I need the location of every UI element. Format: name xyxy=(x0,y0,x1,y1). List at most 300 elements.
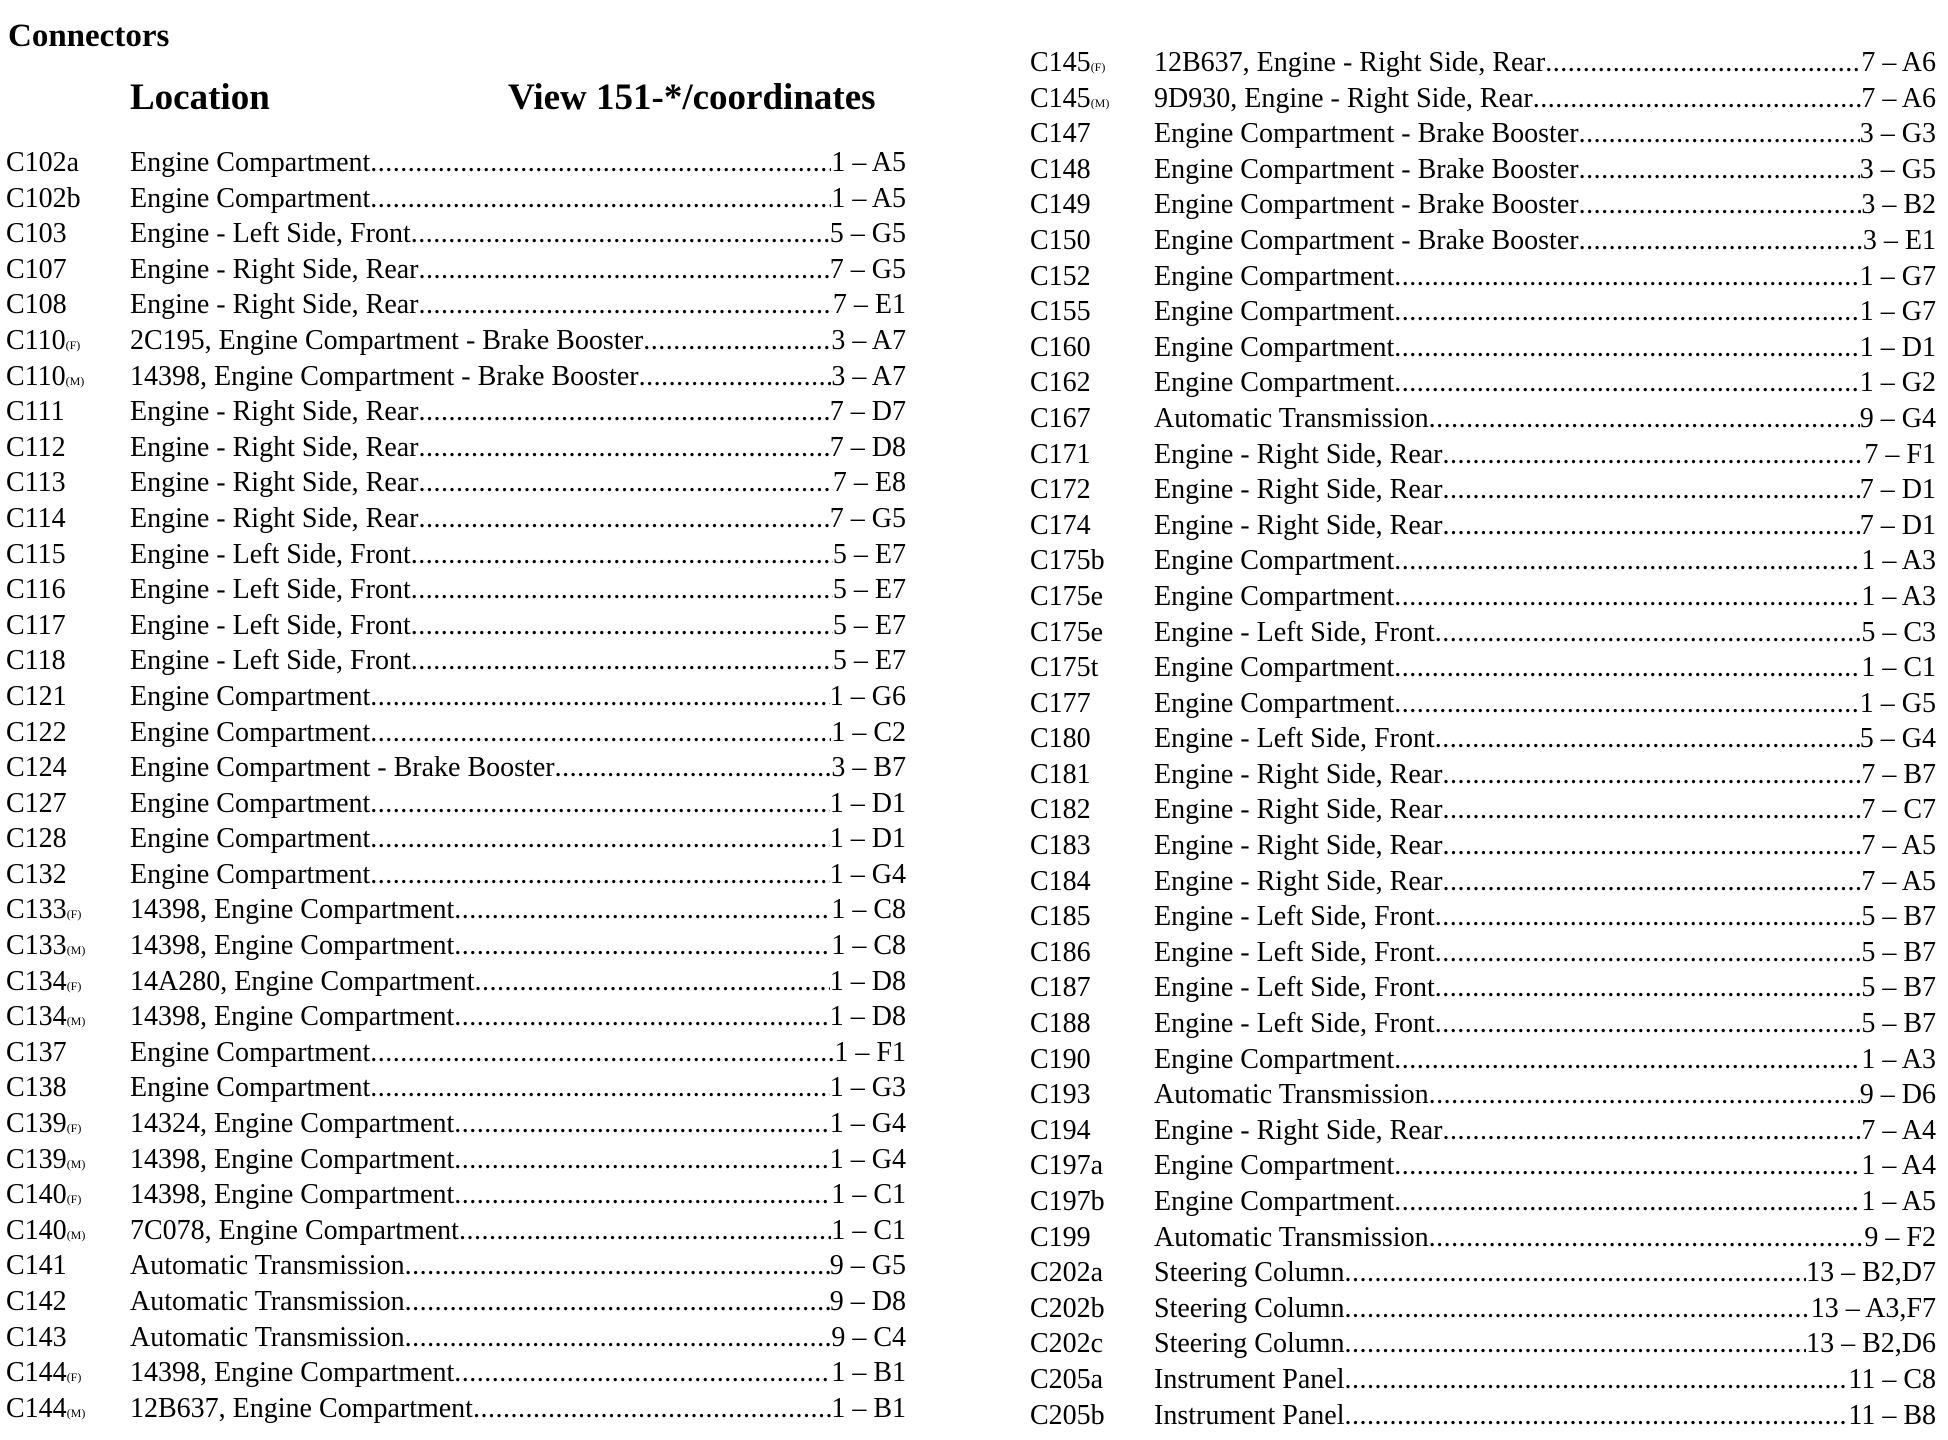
dot-leader xyxy=(1435,721,1860,757)
connector-id xyxy=(1030,1398,1154,1439)
connector-location: Automatic Transmission xyxy=(130,1286,405,1317)
view-coordinates: 5 – G4 xyxy=(1859,723,1936,755)
connector-location: Automatic Transmission xyxy=(1154,1221,1429,1253)
connector-gender-suffix: (M) xyxy=(1090,95,1110,110)
connector-id xyxy=(6,1391,130,1432)
connector-row xyxy=(6,679,906,715)
dot-leader xyxy=(1579,152,1860,188)
dot-leader xyxy=(1345,1326,1807,1362)
connector-number: C181 xyxy=(1030,758,1091,790)
connector-row xyxy=(6,857,906,893)
connector-row xyxy=(1030,1220,1936,1256)
connector-id xyxy=(6,786,130,827)
connector-location: Instrument Panel xyxy=(1154,1363,1345,1395)
view-coordinates: 1 – A3 xyxy=(1861,1043,1936,1075)
dot-leader xyxy=(419,252,830,288)
view-coordinates: 1 – A5 xyxy=(1861,1186,1936,1217)
connector-number: C183 xyxy=(1030,830,1091,862)
view-coordinates: 7 – E1 xyxy=(832,289,906,321)
connector-number: C138 xyxy=(6,1072,67,1104)
connector-location: Engine Compartment xyxy=(130,823,371,855)
dot-leader xyxy=(411,643,833,679)
view-coordinates: 1 – G7 xyxy=(1859,260,1936,292)
dot-leader xyxy=(370,1035,834,1071)
connector-location: Engine - Right Side, Rear xyxy=(1154,865,1443,897)
dot-leader xyxy=(1345,1362,1849,1398)
connector-location: 14398, Engine Compartment - Brake Booster xyxy=(130,360,639,392)
connector-id xyxy=(6,857,130,898)
connector-number: C202a xyxy=(1030,1257,1104,1289)
view-coordinates: 9 – F2 xyxy=(1864,1221,1936,1253)
connector-location: Engine - Left Side, Front xyxy=(130,538,411,570)
connector-location: Engine - Right Side, Rear xyxy=(130,467,419,499)
dot-leader xyxy=(419,501,830,537)
dot-leader xyxy=(1443,757,1862,793)
connector-number: C107 xyxy=(6,253,67,285)
connector-gender-suffix: (F) xyxy=(66,1370,82,1385)
view-coordinates: 9 – C4 xyxy=(831,1321,906,1353)
connector-location: Engine - Left Side, Front xyxy=(1154,901,1435,933)
connector-row xyxy=(6,145,906,181)
dot-leader xyxy=(1579,116,1860,152)
connector-number: C132 xyxy=(6,858,67,890)
connector-row xyxy=(1030,1042,1936,1078)
view-coordinates: 5 – E7 xyxy=(832,538,906,570)
connector-number: C111 xyxy=(6,396,65,428)
view-coordinates: 1 – C1 xyxy=(831,1179,906,1211)
connector-number: C110 xyxy=(6,324,66,356)
view-coordinates: 3 – B2 xyxy=(1861,189,1936,221)
connector-gender-suffix: (F) xyxy=(66,1192,82,1207)
connector-number: C128 xyxy=(6,823,67,855)
view-coordinates: 1 – A4 xyxy=(1861,1150,1936,1182)
connector-number: C110 xyxy=(6,360,66,392)
view-coordinates: 1 – G4 xyxy=(829,858,906,890)
connector-location: Engine - Right Side, Rear xyxy=(130,502,419,534)
connector-number: C171 xyxy=(1030,438,1091,470)
connector-number: C134 xyxy=(6,965,67,997)
dot-leader xyxy=(370,1070,829,1106)
view-coordinates: 1 – A3 xyxy=(1861,545,1936,577)
dot-leader xyxy=(1443,508,1860,544)
connector-location: 14A280, Engine Compartment xyxy=(130,965,475,997)
connector-number: C202b xyxy=(1030,1292,1105,1324)
connector-location: Engine Compartment xyxy=(1154,652,1395,684)
connector-number: C177 xyxy=(1030,687,1091,719)
connector-id xyxy=(6,145,130,186)
connector-row xyxy=(6,1106,906,1142)
view-coordinates: 13 – A3,F7 xyxy=(1810,1292,1936,1324)
connector-location: Steering Column xyxy=(1154,1328,1345,1360)
view-coordinates: 9 – D6 xyxy=(1859,1079,1936,1111)
view-coordinates: 7 – D7 xyxy=(829,396,906,428)
connector-location: Automatic Transmission xyxy=(1154,1079,1429,1111)
dot-leader xyxy=(1435,899,1862,935)
connector-row xyxy=(1030,864,1936,900)
connector-id xyxy=(6,821,130,862)
view-coordinates: 9 – D8 xyxy=(829,1286,906,1317)
connector-row xyxy=(1030,970,1936,1006)
connector-number: C186 xyxy=(1030,936,1091,968)
connector-row xyxy=(1030,1077,1936,1113)
view-coordinates: 5 – B7 xyxy=(1861,972,1936,1004)
connector-id xyxy=(6,359,130,400)
connector-number: C139 xyxy=(6,1108,67,1140)
connector-number: C122 xyxy=(6,716,67,748)
connector-id xyxy=(1030,116,1154,157)
dot-leader xyxy=(1579,223,1863,259)
connector-number: C160 xyxy=(1030,331,1091,363)
connector-location: Engine Compartment xyxy=(1154,545,1395,577)
connector-id xyxy=(1030,1220,1154,1261)
connector-number: C114 xyxy=(6,502,66,534)
connector-row xyxy=(6,999,906,1035)
connector-id xyxy=(1030,1255,1154,1296)
connector-number: C117 xyxy=(6,609,66,641)
connector-number: C144 xyxy=(6,1357,67,1389)
connector-row xyxy=(1030,365,1936,401)
view-coordinates: 1 – A5 xyxy=(831,147,906,178)
connector-row xyxy=(1030,1291,1936,1327)
connector-row xyxy=(6,287,906,323)
view-coordinates: 1 – C8 xyxy=(831,930,906,962)
connector-row xyxy=(6,501,906,537)
connector-number: C113 xyxy=(6,467,66,499)
connector-number: C102b xyxy=(6,182,81,214)
connector-location: 9D930, Engine - Right Side, Rear xyxy=(1154,82,1533,114)
view-coordinates: 5 – G5 xyxy=(829,218,906,250)
view-coordinates: 1 – G6 xyxy=(829,680,906,712)
connector-number: C133 xyxy=(6,894,67,926)
connector-location: Automatic Transmission xyxy=(1154,402,1429,434)
connector-id xyxy=(1030,45,1154,86)
connector-id xyxy=(1030,152,1154,193)
view-coordinates: 5 – E7 xyxy=(832,645,906,677)
connector-id xyxy=(1030,508,1154,549)
connector-row xyxy=(6,750,906,786)
location-column-header: Location xyxy=(130,77,270,118)
dot-leader xyxy=(1443,864,1862,900)
connector-location: Engine Compartment xyxy=(1154,1150,1395,1182)
connector-location: Engine - Right Side, Rear xyxy=(130,431,419,463)
connector-row xyxy=(1030,721,1936,757)
dot-leader xyxy=(1435,615,1862,651)
connector-location: Engine Compartment xyxy=(130,1072,371,1104)
connector-location: Engine Compartment - Brake Booster xyxy=(1154,153,1579,185)
connector-id xyxy=(6,181,130,222)
connector-id xyxy=(6,964,130,1005)
view-coordinates: 1 – G7 xyxy=(1859,296,1936,328)
dot-leader xyxy=(411,608,833,644)
page-title: Connectors xyxy=(8,18,170,54)
connector-location: Engine - Right Side, Rear xyxy=(1154,509,1443,541)
connector-row xyxy=(1030,152,1936,188)
connector-location: Engine - Left Side, Front xyxy=(1154,1008,1435,1040)
connector-location: Instrument Panel xyxy=(1154,1399,1345,1431)
view-coordinates: 9 – G4 xyxy=(1859,402,1936,434)
dot-leader xyxy=(1394,1042,1861,1078)
connector-row xyxy=(1030,116,1936,152)
connector-location: Engine - Right Side, Rear xyxy=(1154,758,1443,790)
connector-number: C147 xyxy=(1030,118,1091,150)
connector-id xyxy=(1030,757,1154,798)
dot-leader xyxy=(1443,1113,1862,1149)
connector-id xyxy=(6,501,130,542)
view-coordinates: 1 – G3 xyxy=(829,1072,906,1104)
connector-location: Engine - Right Side, Rear xyxy=(1154,794,1443,826)
dot-leader xyxy=(1394,579,1861,615)
dot-leader xyxy=(1394,365,1859,401)
connector-id xyxy=(6,1106,130,1147)
connector-number: C205a xyxy=(1030,1363,1104,1395)
connector-id xyxy=(6,715,130,756)
connector-row xyxy=(6,359,906,395)
connector-gender-suffix: (F) xyxy=(1090,60,1106,74)
dot-leader xyxy=(639,359,832,395)
connector-id xyxy=(6,999,130,1040)
view-coordinates: 1 – B1 xyxy=(831,1357,906,1389)
dot-leader xyxy=(405,1284,830,1320)
dot-leader xyxy=(1443,472,1860,508)
dot-leader xyxy=(1533,81,1862,117)
connector-id xyxy=(6,323,130,364)
connector-number: C118 xyxy=(6,645,66,677)
connector-id xyxy=(6,608,130,649)
connector-location: Engine Compartment xyxy=(1154,367,1395,399)
connector-number: C143 xyxy=(6,1321,67,1353)
view-coordinates: 3 – A7 xyxy=(831,360,906,392)
connector-row xyxy=(1030,828,1936,864)
view-coordinates: 1 – A5 xyxy=(831,182,906,214)
connector-id xyxy=(1030,899,1154,940)
connector-row xyxy=(6,1213,906,1249)
dot-leader xyxy=(454,1177,831,1213)
connector-number: C115 xyxy=(6,538,66,570)
connector-id xyxy=(6,1320,130,1361)
view-coordinates: 7 – A6 xyxy=(1861,82,1936,114)
connector-location: Engine - Left Side, Front xyxy=(130,574,411,606)
connector-id xyxy=(1030,401,1154,442)
connector-number: C137 xyxy=(6,1036,67,1068)
connector-row xyxy=(6,465,906,501)
connector-id xyxy=(6,1035,130,1076)
dot-leader xyxy=(1429,1220,1865,1256)
connector-row xyxy=(6,821,906,857)
connector-number: C102a xyxy=(6,147,80,178)
connector-row xyxy=(1030,1006,1936,1042)
connector-row xyxy=(1030,330,1936,366)
dot-leader xyxy=(1443,792,1862,828)
view-coordinates: 1 – C2 xyxy=(831,716,906,748)
dot-leader xyxy=(1443,828,1862,864)
connector-location: Automatic Transmission xyxy=(130,1321,405,1353)
view-coordinates: 5 – B7 xyxy=(1861,936,1936,968)
connector-number: C140 xyxy=(6,1214,67,1246)
connector-number: C142 xyxy=(6,1286,67,1317)
view-coordinates: 7 – C7 xyxy=(1861,794,1936,826)
connector-row xyxy=(6,608,906,644)
view-coordinates: 1 – G4 xyxy=(829,1143,906,1175)
connector-id xyxy=(1030,1042,1154,1083)
connector-number: C187 xyxy=(1030,972,1091,1004)
connector-row xyxy=(6,928,906,964)
view-coordinates: 1 – G4 xyxy=(829,1108,906,1140)
connector-id xyxy=(1030,1077,1154,1118)
connector-row xyxy=(6,892,906,928)
dot-leader xyxy=(454,928,831,964)
dot-leader xyxy=(370,821,829,857)
connector-row xyxy=(1030,223,1936,259)
connector-gender-suffix: (F) xyxy=(65,337,81,352)
connector-number: C141 xyxy=(6,1250,67,1282)
connector-row xyxy=(1030,899,1936,935)
view-coordinates: 5 – E7 xyxy=(832,609,906,641)
view-coordinates: 13 – B2,D6 xyxy=(1806,1328,1936,1360)
connector-number: C127 xyxy=(6,787,67,819)
view-coordinates: 9 – G5 xyxy=(829,1250,906,1282)
connector-location: 14398, Engine Compartment xyxy=(130,930,455,962)
connector-id xyxy=(1030,650,1154,691)
connector-id xyxy=(1030,721,1154,762)
connector-number: C103 xyxy=(6,218,67,250)
connector-number: C180 xyxy=(1030,723,1091,755)
view-coordinates: 7 – E8 xyxy=(832,467,906,499)
connector-id xyxy=(1030,81,1154,122)
connector-location: Engine Compartment xyxy=(130,147,371,178)
view-coordinates: 1 – D1 xyxy=(1859,331,1936,363)
connector-location: Engine Compartment xyxy=(130,182,371,214)
connector-number: C134 xyxy=(6,1001,67,1033)
connector-location: Automatic Transmission xyxy=(130,1250,405,1282)
connector-number: C175e xyxy=(1030,616,1104,648)
connector-id xyxy=(6,287,130,328)
dot-leader xyxy=(1435,970,1862,1006)
dot-leader xyxy=(1345,1255,1807,1291)
connector-number: C145 xyxy=(1030,82,1091,114)
connector-id xyxy=(1030,1326,1154,1367)
connector-number: C175t xyxy=(1030,652,1099,684)
connector-location: 14324, Engine Compartment xyxy=(130,1108,455,1140)
connector-number: C121 xyxy=(6,680,67,712)
dot-leader xyxy=(1435,935,1862,971)
connector-location: Engine - Right Side, Rear xyxy=(130,289,419,321)
connector-location: Engine - Left Side, Front xyxy=(1154,936,1435,968)
connector-location: 12B637, Engine - Right Side, Rear xyxy=(1154,47,1546,78)
view-coordinates: 7 – D1 xyxy=(1859,509,1936,541)
connector-row xyxy=(6,715,906,751)
dot-leader xyxy=(459,1213,831,1249)
connector-row xyxy=(1030,294,1936,330)
connector-location: Engine Compartment - Brake Booster xyxy=(1154,118,1579,150)
connector-id xyxy=(1030,187,1154,228)
view-coordinates: 11 – C8 xyxy=(1848,1363,1936,1395)
dot-leader xyxy=(419,465,833,501)
connector-number: C185 xyxy=(1030,901,1091,933)
view-coordinates: 7 – G5 xyxy=(829,253,906,285)
connector-number: C149 xyxy=(1030,189,1091,221)
connector-number: C197a xyxy=(1030,1150,1104,1182)
connector-row xyxy=(6,643,906,679)
connector-row xyxy=(6,964,906,1000)
connector-row xyxy=(6,1035,906,1071)
connector-id xyxy=(6,572,130,613)
connector-location: Engine - Left Side, Front xyxy=(1154,972,1435,1004)
view-coordinates: 1 – D8 xyxy=(829,965,906,997)
connector-number: C194 xyxy=(1030,1114,1091,1146)
connector-id xyxy=(6,643,130,684)
dot-leader xyxy=(1394,650,1861,686)
view-coordinates: 1 – D1 xyxy=(829,787,906,819)
view-coordinates: 1 – F1 xyxy=(834,1036,906,1068)
dot-leader xyxy=(419,394,830,430)
connector-location: Engine Compartment xyxy=(1154,1043,1395,1075)
connector-id xyxy=(1030,1113,1154,1154)
dot-leader xyxy=(1394,330,1859,366)
view-coordinates: 1 – G2 xyxy=(1859,367,1936,399)
dot-leader xyxy=(370,786,829,822)
connector-id xyxy=(1030,1184,1154,1225)
connector-id xyxy=(1030,472,1154,513)
connector-location: 12B637, Engine Compartment xyxy=(130,1392,473,1424)
connector-location: Engine - Left Side, Front xyxy=(130,609,411,641)
connector-location: Engine - Left Side, Front xyxy=(130,645,411,677)
dot-leader xyxy=(411,537,833,573)
connector-id xyxy=(6,1070,130,1111)
dot-leader xyxy=(1345,1398,1849,1434)
connector-number: C152 xyxy=(1030,260,1091,292)
view-coordinates: 1 – D8 xyxy=(829,1001,906,1033)
view-coordinates: 7 – A5 xyxy=(1861,830,1936,862)
connector-number: C193 xyxy=(1030,1079,1091,1111)
view-coordinates: 7 – A5 xyxy=(1861,865,1936,897)
connector-row xyxy=(6,537,906,573)
connector-number: C205b xyxy=(1030,1399,1105,1431)
connector-id xyxy=(6,679,130,720)
view-coordinates: 7 – F1 xyxy=(1864,438,1936,470)
connector-row xyxy=(1030,757,1936,793)
dot-leader xyxy=(1579,187,1862,223)
connector-number: C116 xyxy=(6,574,66,606)
connector-location: Engine - Right Side, Rear xyxy=(1154,1114,1443,1146)
connector-row xyxy=(1030,437,1936,473)
connector-location: Steering Column xyxy=(1154,1292,1345,1324)
connector-row xyxy=(6,1248,906,1284)
connector-number: C172 xyxy=(1030,474,1091,506)
connector-number: C197b xyxy=(1030,1186,1105,1217)
connector-number: C162 xyxy=(1030,367,1091,399)
connector-number: C140 xyxy=(6,1179,67,1211)
connector-row xyxy=(1030,1362,1936,1398)
connector-gender-suffix: (M) xyxy=(65,373,85,388)
dot-leader xyxy=(419,287,833,323)
connector-row xyxy=(6,394,906,430)
connector-row xyxy=(6,1142,906,1178)
connector-number: C108 xyxy=(6,289,67,321)
connector-location: Engine - Right Side, Rear xyxy=(1154,438,1443,470)
connector-number: C167 xyxy=(1030,402,1091,434)
dot-leader xyxy=(370,715,831,751)
connector-number: C190 xyxy=(1030,1043,1091,1075)
connector-row xyxy=(1030,401,1936,437)
connector-location: 14398, Engine Compartment xyxy=(130,1143,455,1175)
connector-location: Engine - Right Side, Rear xyxy=(130,253,419,285)
view-coordinates: 7 – D1 xyxy=(1859,474,1936,506)
dot-leader xyxy=(1435,1006,1862,1042)
connector-gender-suffix: (M) xyxy=(66,1014,86,1029)
connector-location: Engine - Right Side, Rear xyxy=(1154,830,1443,862)
connector-location: 7C078, Engine Compartment xyxy=(130,1214,459,1246)
connector-id xyxy=(1030,579,1154,620)
